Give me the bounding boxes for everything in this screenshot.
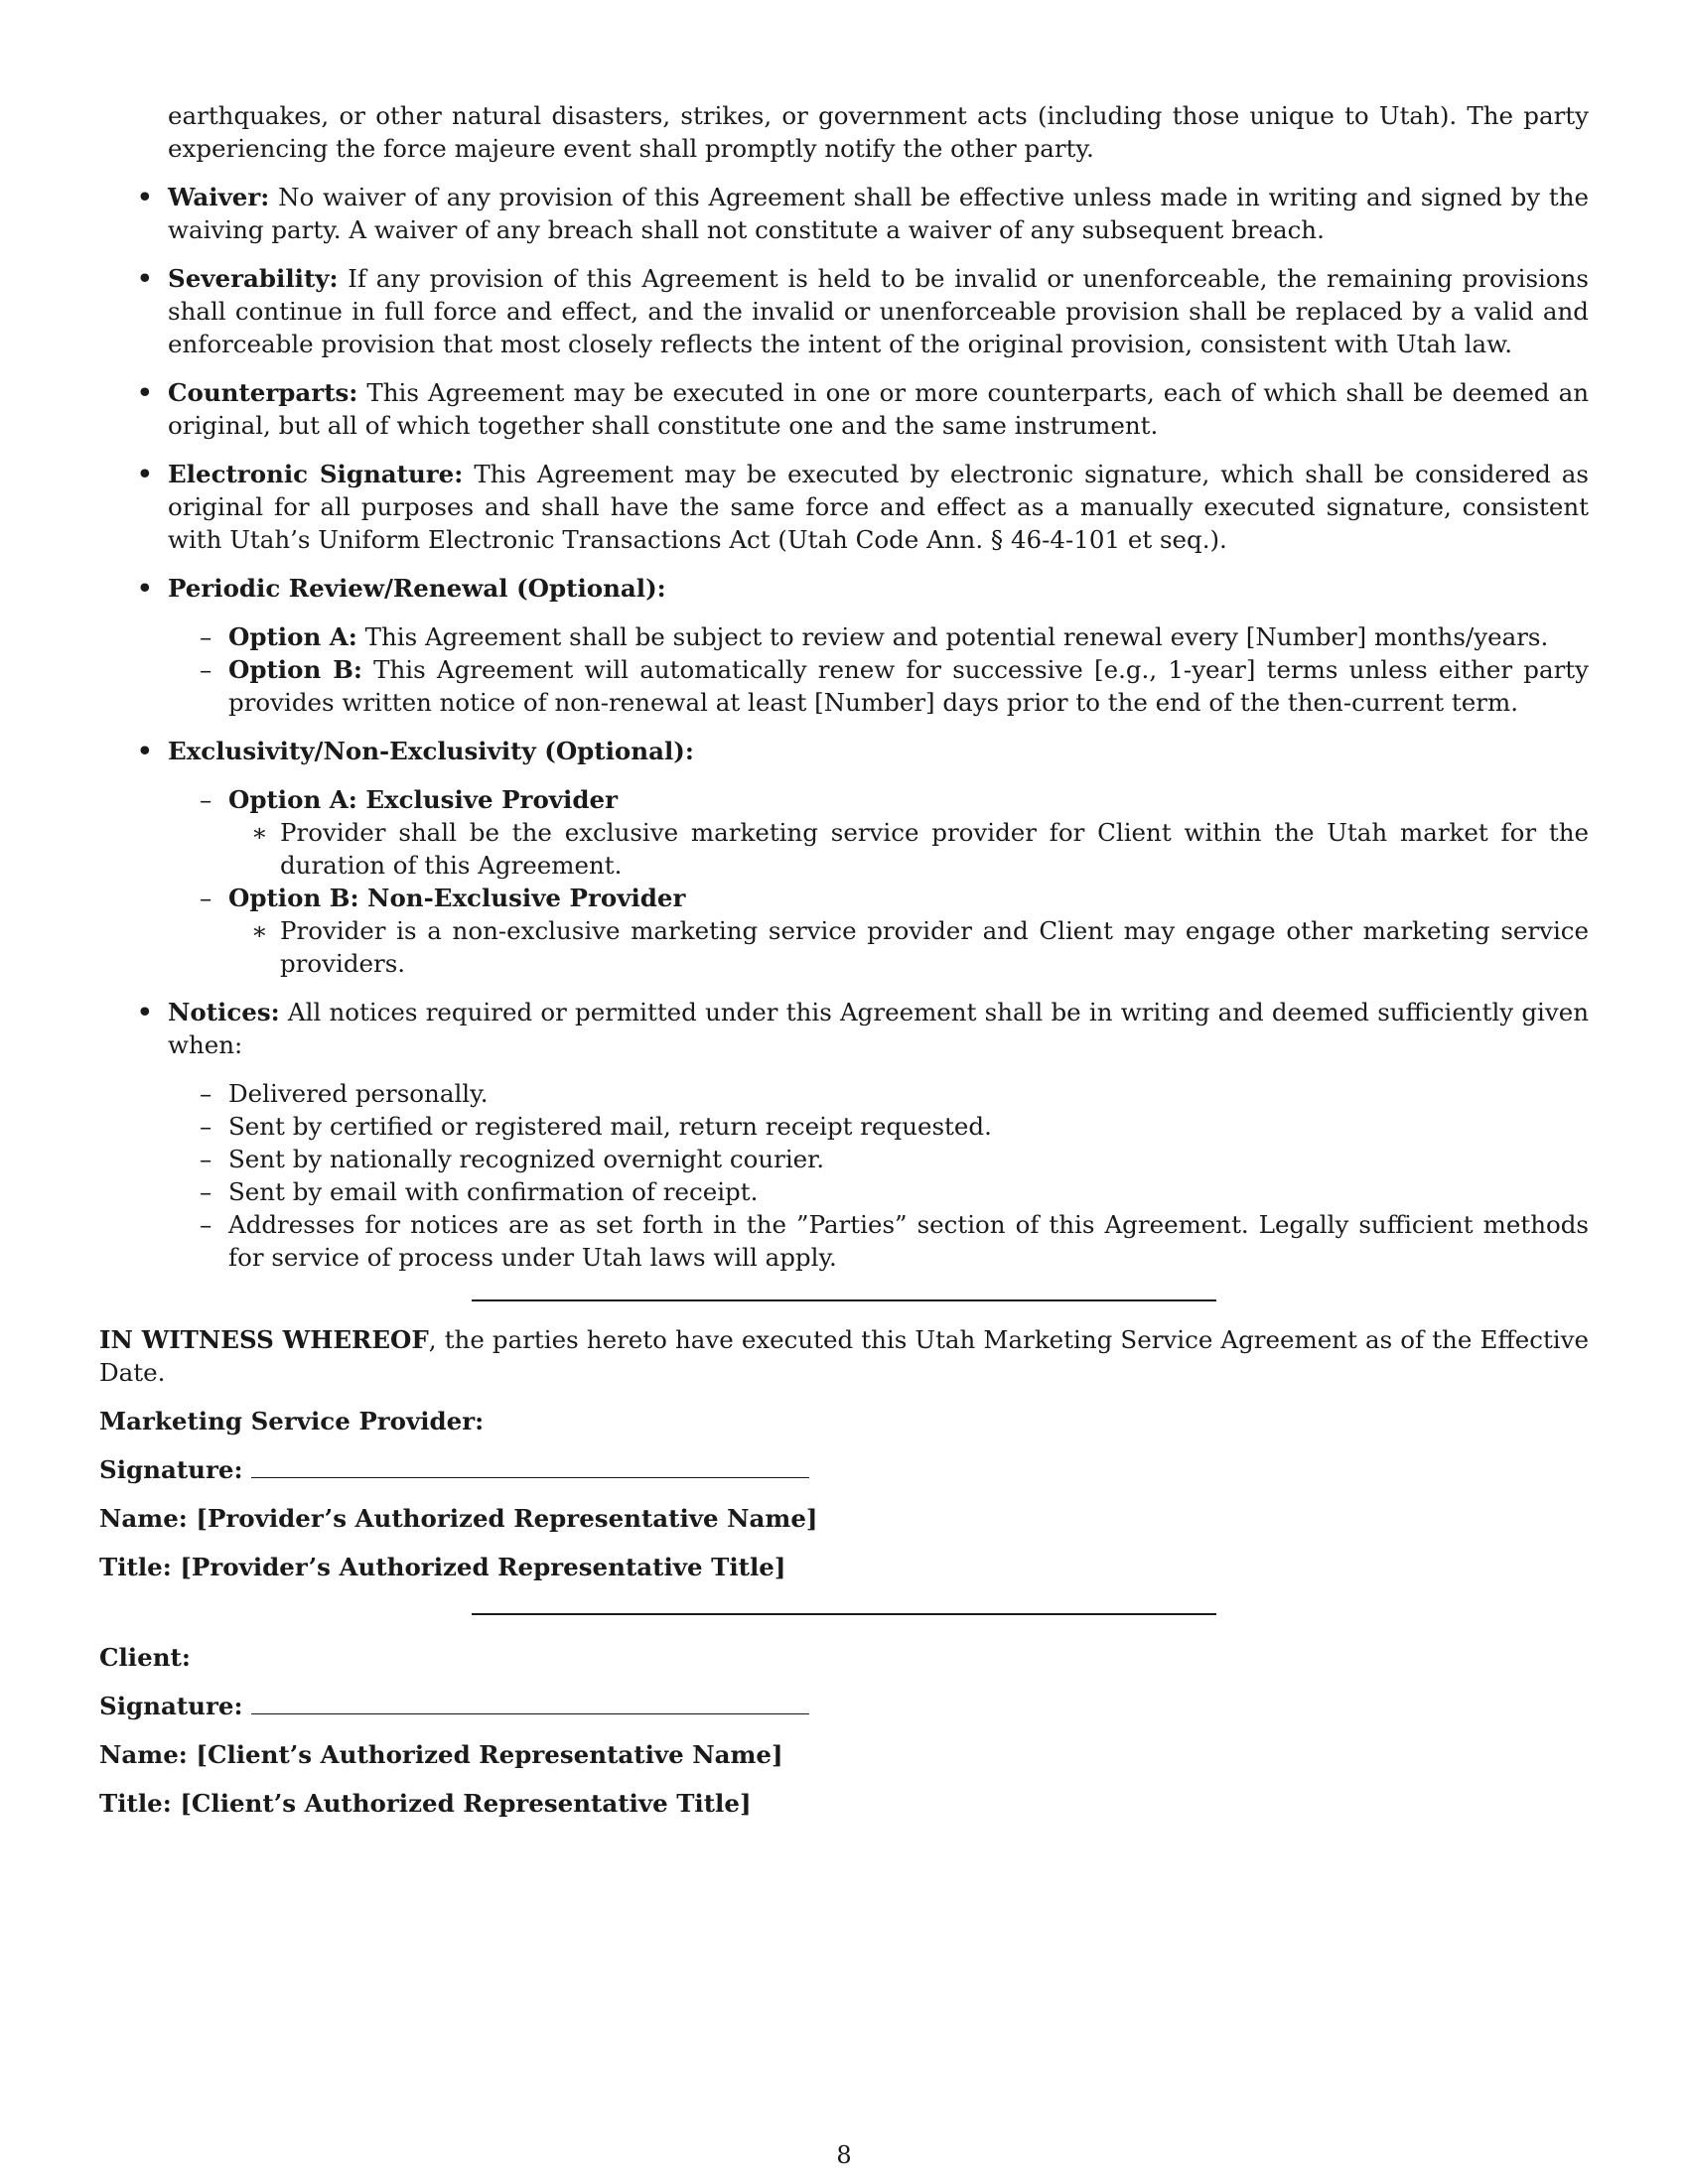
clause-periodic-review <box>99 572 1589 719</box>
clause-text: All notices required or permitted under this Agreement shall be in writing and deemed sufficiently given when: <box>168 998 1589 1059</box>
option-text: This Agreement shall be subject to review and potential renewal every [Number] months/years. <box>364 622 1549 651</box>
bullet-icon: • <box>137 460 153 488</box>
bullet-icon: • <box>137 264 153 293</box>
bullet-icon: • <box>137 183 153 211</box>
client-signature-block <box>99 1641 1589 1820</box>
signature-label: Signature: <box>99 1455 243 1484</box>
list-item <box>99 653 1589 719</box>
dash-icon: – <box>200 1210 212 1239</box>
clause-label: Periodic Review/Renewal (Optional): <box>168 574 666 603</box>
bullet-icon: • <box>137 737 153 765</box>
clause-severability <box>99 262 1589 360</box>
client-title: Title: [Client’s Authorized Representative Title] <box>99 1789 752 1818</box>
signature-label: Signature: <box>99 1692 243 1720</box>
notice-method-list <box>168 1077 1589 1274</box>
list-item <box>99 882 1589 914</box>
dash-icon: – <box>200 1145 212 1173</box>
option-label: Option B: <box>228 655 362 684</box>
provider-name: Name: [Provider’s Authorized Representative Name] <box>99 1504 818 1533</box>
option-text: This Agreement will automatically renew for successive [e.g., 1-year] terms unless either party provides written notice of non-renewal at least [Number] days prior to the end of the then-current term. <box>228 655 1589 717</box>
option-label: Option B: Non-Exclusive Provider <box>228 884 686 912</box>
bullet-icon: • <box>137 998 153 1026</box>
list-item <box>99 914 1589 980</box>
list-item: – Sent by nationally recognized overnight courier. <box>200 1145 824 1173</box>
clause-label: Exclusivity/Non-Exclusivity (Optional): <box>168 737 694 765</box>
witness-paragraph <box>99 1323 1589 1389</box>
option-text: Provider is a non-exclusive marketing service provider and Client may engage other marketing service providers. <box>280 916 1589 978</box>
signature-line[interactable] <box>251 1453 809 1478</box>
force-majeure-continued: earthquakes, or other natural disasters, strikes, or government acts (including those unique to Utah). The party experiencing the force majeure event shall promptly notify the other party. <box>168 101 1589 163</box>
clause-label: Waiver: <box>168 183 270 211</box>
list-item: – Sent by certified or registered mail, return receipt requested. <box>200 1112 992 1141</box>
document-page <box>99 99 1589 1820</box>
witness-text: , the parties hereto have executed this Utah Marketing Service Agreement as of the Effective Date. <box>99 1325 1589 1387</box>
clause-label: Severability: <box>168 264 339 293</box>
bullet-icon: • <box>137 378 153 407</box>
dash-icon: – <box>200 1079 212 1108</box>
clause-text: This Agreement may be executed in one or more counterparts, each of which shall be deemed an original, but all of which together shall constitute one and the same instrument. <box>168 378 1589 440</box>
clause-waiver <box>99 181 1589 246</box>
signature-line[interactable] <box>251 1690 809 1714</box>
list-item: – Sent by email with confirmation of receipt. <box>200 1177 759 1206</box>
horizontal-rule <box>472 1299 1216 1301</box>
provider-title: Title: [Provider’s Authorized Representative Title] <box>99 1553 786 1581</box>
dash-icon: – <box>200 622 212 651</box>
clause-label: Notices: <box>168 998 280 1026</box>
clause-text: If any provision of this Agreement is held to be invalid or unenforceable, the remaining provisions shall continue in full force and effect, and the invalid or unenforceable provision shall be replaced by a valid and enforceable provision that most closely reflects the intent of the original provision, consistent with Utah law. <box>168 264 1589 358</box>
option-label: Option A: <box>228 622 357 651</box>
list-item <box>99 783 1589 816</box>
horizontal-rule <box>472 1613 1216 1615</box>
dash-icon: – <box>200 1177 212 1206</box>
witness-lead: IN WITNESS WHEREOF <box>99 1325 429 1354</box>
dash-icon: – <box>200 1112 212 1141</box>
provider-heading: Marketing Service Provider: <box>99 1407 485 1435</box>
option-text: Provider shall be the exclusive marketing service provider for Client within the Utah market for the duration of this Agreement. <box>280 818 1589 880</box>
list-item <box>99 816 1589 882</box>
clause-notices <box>99 996 1589 1274</box>
list-item: – Delivered personally. <box>200 1079 489 1108</box>
dash-icon: – <box>200 884 212 912</box>
asterisk-icon: ∗ <box>251 818 268 847</box>
bullet-icon: • <box>137 574 153 603</box>
clause-electronic-signature <box>99 458 1589 556</box>
client-name: Name: [Client’s Authorized Representative Name] <box>99 1740 783 1769</box>
asterisk-icon: ∗ <box>251 916 268 945</box>
list-item: – Addresses for notices are as set forth in the ”Parties” section of this Agreement. Legally sufficient methods for service of process under Utah laws will apply. <box>200 1210 1589 1272</box>
clause-text: No waiver of any provision of this Agreement shall be effective unless made in writing and signed by the waiving party. A waiver of any breach shall not constitute a waiver of any subsequent breach. <box>168 183 1589 244</box>
dash-icon: – <box>200 655 212 684</box>
client-heading: Client: <box>99 1643 191 1672</box>
clause-label: Counterparts: <box>168 378 358 407</box>
option-list <box>168 620 1589 719</box>
clause-text: This Agreement may be executed by electronic signature, which shall be considered as original for all purposes and shall have the same force and effect as a manually executed signature, consistent with Utah’s Uniform Electronic Transactions Act (Utah Code Ann. § 46-4-101 et seq.). <box>168 460 1589 554</box>
clause-label: Electronic Signature: <box>168 460 464 488</box>
option-label: Option A: Exclusive Provider <box>228 785 618 814</box>
clause-exclusivity <box>99 735 1589 980</box>
provider-signature-block <box>99 1405 1589 1583</box>
clause-counterparts <box>99 376 1589 442</box>
dash-icon: – <box>200 785 212 814</box>
list-item <box>99 620 1589 653</box>
option-list <box>168 783 1589 980</box>
page-number: 8 <box>836 2141 852 2169</box>
